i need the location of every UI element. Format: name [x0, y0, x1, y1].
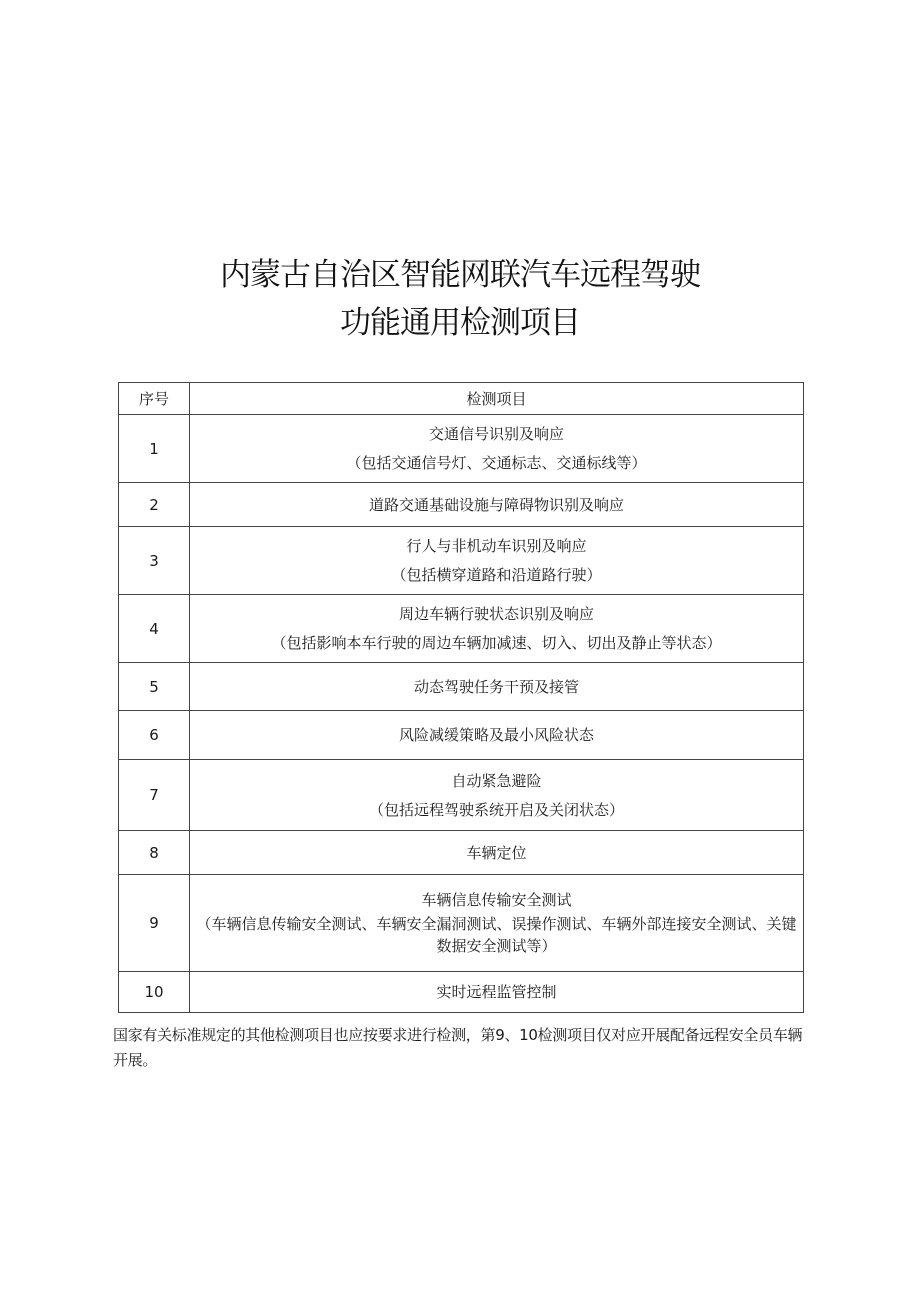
- document-title-line-1: 内蒙古自治区智能网联汽车远程驾驶: [220, 257, 700, 293]
- row-item-title: 车辆信息传输安全测试: [421, 891, 572, 909]
- row-number: 4: [119, 595, 190, 663]
- row-item-cell: [190, 595, 804, 663]
- table-row: [119, 415, 804, 483]
- row-number: 6: [119, 711, 190, 760]
- row-item-cell: [190, 831, 804, 875]
- inspection-items-table: [118, 382, 804, 1013]
- footnote: 国家有关标准规定的其他检测项目也应按要求进行检测，第9、10检测项目仅对应开展配备远程安全员车辆开展。: [113, 1026, 803, 1069]
- row-item-title: 风险减缓策略及最小风险状态: [398, 726, 594, 744]
- table-row: [119, 483, 804, 527]
- row-item-title: 实时远程监管控制: [436, 983, 557, 1001]
- row-item-title: 周边车辆行驶状态识别及响应: [398, 605, 594, 623]
- row-item-cell: [190, 711, 804, 760]
- row-item-cell: [190, 415, 804, 483]
- document-title-line-2: 功能通用检测项目: [340, 305, 580, 341]
- row-number: 3: [119, 527, 190, 595]
- header-inspection-item: 检测项目: [190, 383, 804, 415]
- row-item-detail: （车辆信息传输安全测试、车辆安全漏洞测试、误操作测试、车辆外部连接安全测试、关键数据安全测试等）: [196, 915, 797, 955]
- table-row: [119, 663, 804, 711]
- row-item-title: 自动紧急避险: [451, 771, 542, 790]
- row-item-title: 交通信号识别及响应: [428, 425, 564, 443]
- row-item-cell: [190, 972, 804, 1013]
- row-item-title: 行人与非机动车识别及响应: [406, 537, 587, 555]
- table-row: [119, 711, 804, 760]
- table-row: [119, 972, 804, 1013]
- row-item-cell: [190, 483, 804, 527]
- header-serial-number: 序号: [119, 383, 190, 415]
- row-number: 9: [119, 875, 190, 972]
- row-item-title: 动态驾驶任务干预及接管: [413, 677, 579, 696]
- table-row: [119, 527, 804, 595]
- row-number: 7: [119, 760, 190, 831]
- row-item-cell: [190, 875, 804, 972]
- row-item-detail: （包括影响本车行驶的周边车辆加减速、切入、切出及静止等状态）: [271, 634, 722, 652]
- row-item-detail: （包括交通信号灯、交通标志、交通标线等）: [346, 454, 647, 472]
- table-header-row: [119, 383, 804, 415]
- row-item-detail: （包括远程驾驶系统开启及关闭状态）: [368, 800, 624, 819]
- row-number: 1: [119, 415, 190, 483]
- row-item-cell: [190, 760, 804, 831]
- table-row: [119, 760, 804, 831]
- table-row: [119, 875, 804, 972]
- table-row: [119, 595, 804, 663]
- row-item-detail: （包括横穿道路和沿道路行驶）: [391, 566, 602, 584]
- row-item-cell: [190, 527, 804, 595]
- row-number: 8: [119, 831, 190, 875]
- row-item-title: 道路交通基础设施与障碍物识别及响应: [368, 495, 624, 514]
- row-number: 10: [119, 972, 190, 1013]
- row-item-cell: [190, 663, 804, 711]
- row-item-title: 车辆定位: [466, 843, 527, 862]
- table-row: [119, 831, 804, 875]
- row-number: 5: [119, 663, 190, 711]
- row-number: 2: [119, 483, 190, 527]
